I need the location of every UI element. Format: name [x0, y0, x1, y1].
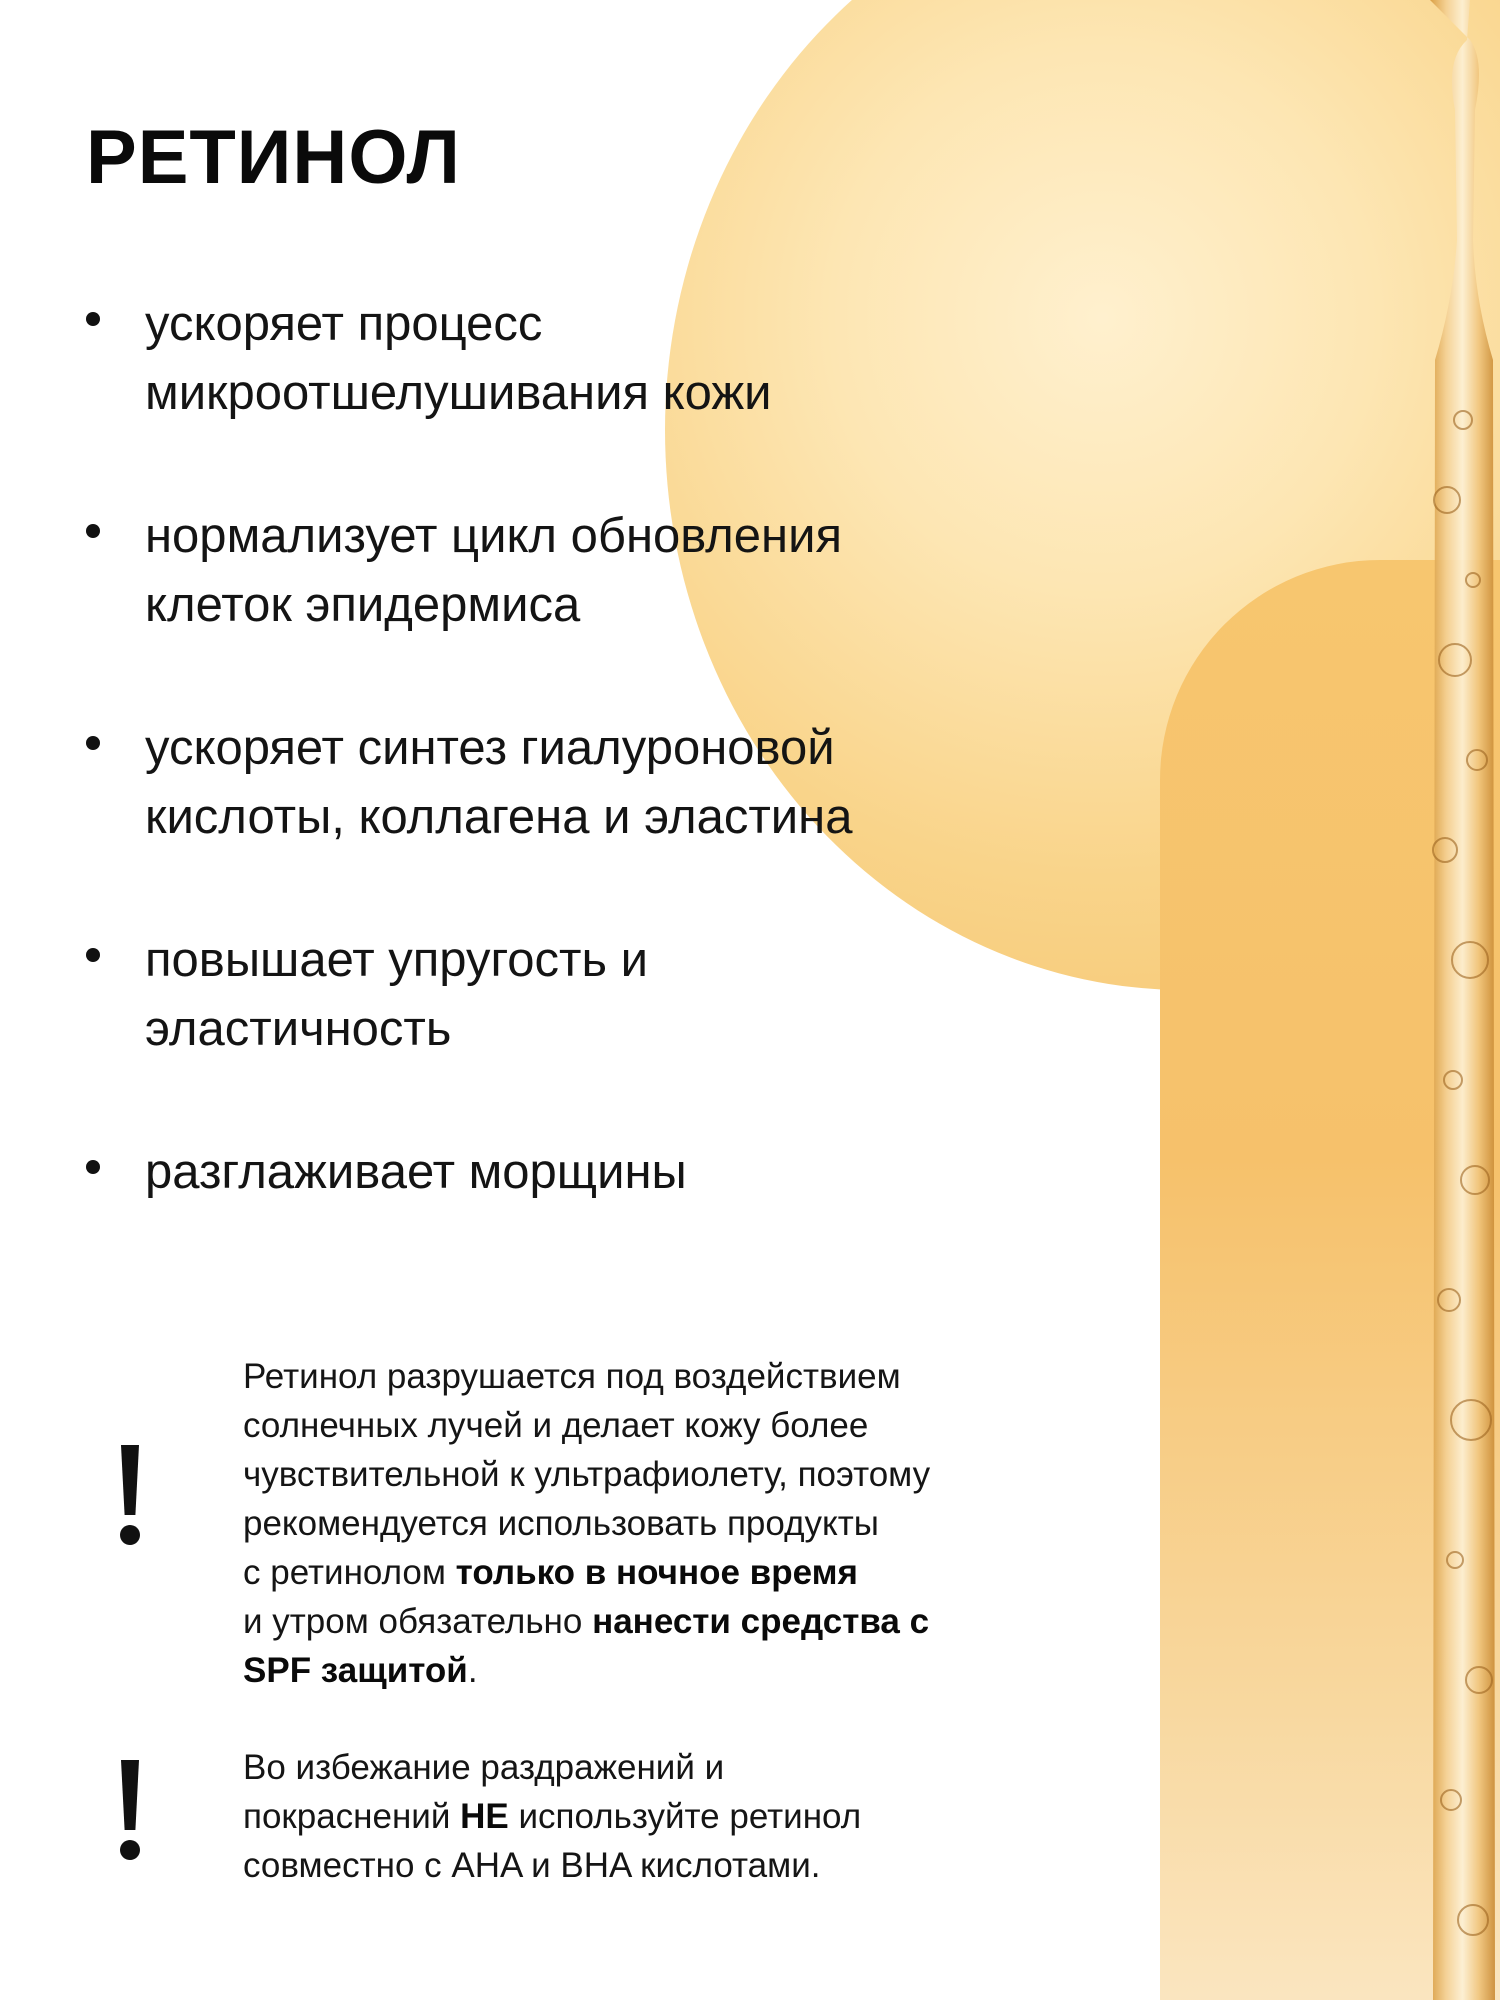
- benefit-text: [145, 714, 975, 852]
- emphasis-night-time: только в ночное время: [455, 1553, 858, 1592]
- warning-line: чувствительной к ультрафиолету, поэтому: [243, 1455, 931, 1494]
- benefit-text: [145, 926, 975, 1064]
- warning-line: совместно с AHA и BHA кислотами.: [243, 1846, 821, 1885]
- dropper-image: [1375, 0, 1500, 2000]
- benefit-line: ускоряет синтез гиалуроновой: [145, 721, 835, 775]
- warning-line: [243, 1597, 1063, 1646]
- benefit-line: ускоряет процесс: [145, 297, 543, 351]
- benefit-line: микроотшелушивания кожи: [145, 366, 772, 420]
- bullet-icon: [86, 948, 100, 962]
- warning-line: Во избежание раздражений и: [243, 1748, 725, 1787]
- exclamation-dot: [120, 1840, 140, 1860]
- warning-line: Ретинол разрушается под воздействием: [243, 1357, 901, 1396]
- warning-line-suffix: .: [467, 1651, 478, 1690]
- benefit-line: кислоты, коллагена и эластина: [145, 790, 853, 844]
- exclamation-icon: [112, 1760, 148, 1860]
- bullet-icon: [86, 736, 100, 750]
- warning-line-prefix: и утром обязательно: [243, 1602, 593, 1641]
- exclamation-bar: [121, 1760, 139, 1830]
- bullet-icon: [86, 1160, 100, 1174]
- page-title: РЕТИНОЛ: [86, 115, 461, 200]
- benefit-line: разглаживает морщины: [145, 1145, 687, 1199]
- warning-line-suffix: используйте ретинол: [508, 1797, 862, 1836]
- warning-text: [243, 1352, 1063, 1695]
- emphasis-not: НЕ: [460, 1797, 509, 1836]
- emphasis-spf: SPF защитой: [243, 1651, 468, 1690]
- exclamation-bar: [121, 1445, 139, 1515]
- warning-line-prefix: покраснений: [243, 1797, 461, 1836]
- warning-line: [243, 1548, 1063, 1597]
- warning-line: [243, 1646, 1063, 1695]
- warning-line: солнечных лучей и делает кожу более: [243, 1406, 869, 1445]
- warning-line-prefix: с ретинолом: [243, 1553, 456, 1592]
- bullet-icon: [86, 312, 100, 326]
- exclamation-dot: [120, 1525, 140, 1545]
- benefit-line: клеток эпидермиса: [145, 578, 581, 632]
- emphasis-apply-spf: нанести средства с: [592, 1602, 930, 1641]
- benefit-text: [145, 290, 975, 428]
- benefit-text: [145, 502, 975, 640]
- warning-line: рекомендуется использовать продукты: [243, 1504, 879, 1543]
- warning-line: [243, 1792, 1063, 1841]
- bullet-icon: [86, 524, 100, 538]
- benefit-line: нормализует цикл обновления: [145, 509, 842, 563]
- exclamation-icon: [112, 1445, 148, 1545]
- warning-text: [243, 1743, 1063, 1890]
- benefit-line: эластичность: [145, 1002, 452, 1056]
- benefit-text: [145, 1138, 975, 1207]
- benefit-line: повышает упругость и: [145, 933, 649, 987]
